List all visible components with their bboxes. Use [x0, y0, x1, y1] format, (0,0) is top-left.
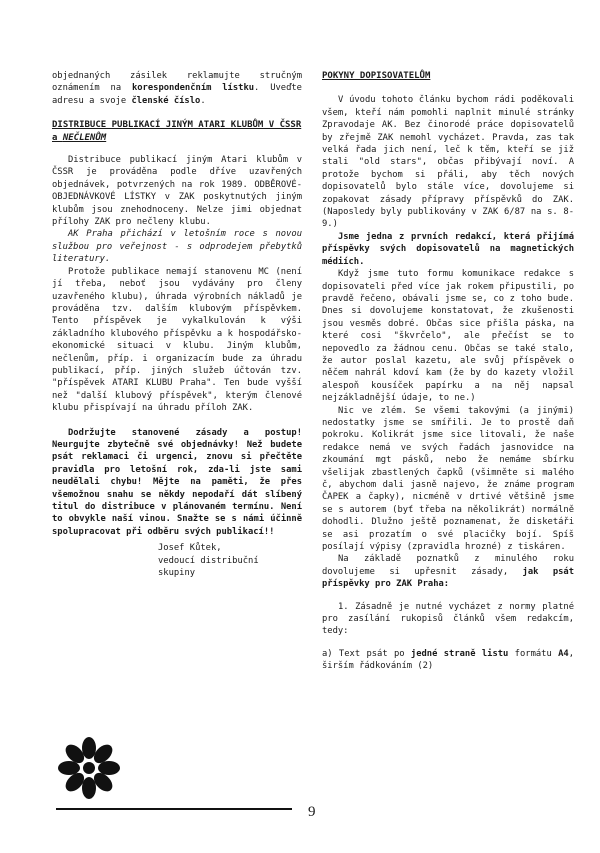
rule-a-bold-1: jedné straně listu: [410, 648, 509, 659]
distribution-paragraph-2: AK Praha přichází v letošním roce s novou službou pro veřejnost - s odprodejem přebytků literatury.: [52, 229, 302, 265]
writers-rule-1: 1. Zásadně je nutné vycházet z normy platné pro zasílání rukopisů článků všem redakcím, tedy:: [322, 601, 574, 637]
signature-role-2: skupiny: [158, 568, 196, 579]
intro-text-3: .: [200, 95, 206, 106]
rule-a-text-2: formátu: [508, 648, 559, 659]
writers-paragraph-5-text: Na základě poznatků z minulého roku dovolujeme si upřesnit zásady,: [322, 554, 574, 577]
distribution-heading-emph: NEČLENŮM: [62, 132, 107, 143]
intro-bold-1: korespondenčním lístku: [131, 83, 255, 94]
writers-paragraph-5-bold: jak psát příspěvky pro ZAK Praha:: [322, 566, 575, 590]
writers-paragraph-3: Když jsme tuto formu komunikace redakce s dopisovateli před více jak rokem připustili, po pravdě řečeno, obávali jsme se, co z toho bude. Dnes si dovolujeme konstatovat, že zkušenosti jsou vesměs dobré. Občas sice přišla páska, na které cosi "škvrčelo", ale přečíst se to nepovedlo za žádnou cenu. Občas se také stalo, že autor poslal kazetu, ale svůj příspěvek o něčem nahrál kdoví kam (že by do kazety vložil alespoň kousíček papírku a na něj napsal nejzákladnější údaje, to ne.): [322, 269, 574, 404]
distribution-paragraph-3: Protože publikace nemají stanovenu MC (není jí třeba, neboť jsou vydávány pro členy uzavřeného klubu), úhrada výrobních nákladů je prováděna tzv. dalším klubovým příspěvkem. Tento příspěvek je vykalkulován k výši základního klubového příspěvku a k hospodářsko-ekonomické situaci v klubu. Jiným klubům, nečlenům, příp. i organizacím bude za úhradu publikací, příp. jiných služeb účtován tzv. "příspěvek ATARI KLUBU Praha". Ten bude vyšší než "další klubový příspěvek", kterým členové klubu přispívají na úhradu příloh ZAK.: [52, 266, 302, 414]
intro-paragraph: [52, 70, 302, 107]
writers-paragraph-5: [322, 553, 574, 590]
signature-block: [52, 542, 302, 579]
writers-paragraph-2: Jsme jedna z prvních redakcí, která přijímá příspěvky svých dopisovatelů na magnetických médiích.: [322, 231, 574, 267]
distribution-heading: [52, 119, 302, 144]
left-column: [52, 0, 302, 579]
writers-heading: [322, 70, 574, 82]
right-column: [322, 0, 574, 673]
distribution-heading-main: DISTRIBUCE PUBLIKACÍ JINÝM ATARI KLUBŮM V ČSSR a: [52, 120, 302, 143]
writers-heading-text: POKYNY DOPISOVATELŮM: [322, 71, 431, 81]
bottom-rule: [56, 808, 292, 810]
page-number: 9: [308, 804, 316, 820]
flower-ornament-icon: [56, 735, 122, 801]
signature-role-1: vedoucí distribuční: [158, 555, 259, 566]
rule-a-bold-2: A4: [558, 648, 569, 659]
signature-name: Josef Kůtek,: [158, 543, 222, 554]
rule-a-text-1: a) Text psát po: [322, 648, 411, 659]
rule-a-text-3: , širším řádkováním (2): [322, 648, 574, 672]
writers-paragraph-1: V úvodu tohoto článku bychom rádi poděkovali všem, kteří nám pomohli naplnit minulé stránky Zpravodaje AK. Bez činorodé práce dopisovatelů by zřejmě ZAK nemohl vycházet. Pravda, zas tak velká řada jich není, leč k těm, kteří se již stali "old stars", občas přibývají noví. A protože bychom si přáli, aby těch nových dopisovatelů bylo stále více, dovolujeme si zopakovat zásady přípravy příspěvků do ZAK. (Naposledy byly publikovány v ZAK 6/87 na s. 8-9.): [322, 95, 574, 230]
distribution-paragraph-4: Dodržujte stanovené zásady a postup! Neurgujte zbytečně své objednávky! Než budete psát reklamaci či urgenci, znovu si přečtěte pravidla pro letošní rok, zda-li jste sami neudělali chybu! Mějte na paměti, že přes všemožnou snahu se někdy nepodaří dát slíbený titul do distribuce v plánovaném termínu. Není to obvykle naší vinou. Snažte se s námi účinně spolupracovat při odběru svých publikací!!: [52, 427, 302, 537]
intro-text-1: objednaných zásilek reklamujte stručným oznámením na: [52, 71, 302, 94]
intro-text-2: . Uveďte adresu a svoje: [52, 83, 302, 106]
intro-bold-2: členské číslo: [131, 95, 201, 106]
distribution-paragraph-1: Distribuce publikací jiným Atari klubům v ČSSR je prováděna podle dříve uzavřených objednávek, potvrzených na rok 1989. ODBĚROVÉ-OBJEDNÁVKOVÉ LÍSTKY v ZAK poskytnutých jiným klubům jsou znehodnoceny. Nelze jimi objednat přílohy ZAK pro nečleny klubu.: [52, 155, 302, 228]
writers-rule-a: [322, 648, 574, 673]
writers-paragraph-4: Nic ve zlém. Se všemi takovými (a jinými) nedostatky jsme se smířili. Je to prostě daň pokroku. Kolikrát jsme sice litovali, že naše redakce nemá ve svých řadách jasnovidce na zkoumání mgt pásků, nebo že nemáme sbírku všelijak zbastlených čapků (všimněte si malého č, abychom dali jasně najevo, že známe program ČAPEK a čapky), nicméně v drtivé většině jsme se s autorem (byť třeba na několikrát) normálně dohodli. Dlužno ještě poznamenat, že disketáři se asi prozatím o své placičky bojí. Spíš posílají výpisy (zpravidla hrozné) z tiskáren.: [322, 405, 574, 553]
